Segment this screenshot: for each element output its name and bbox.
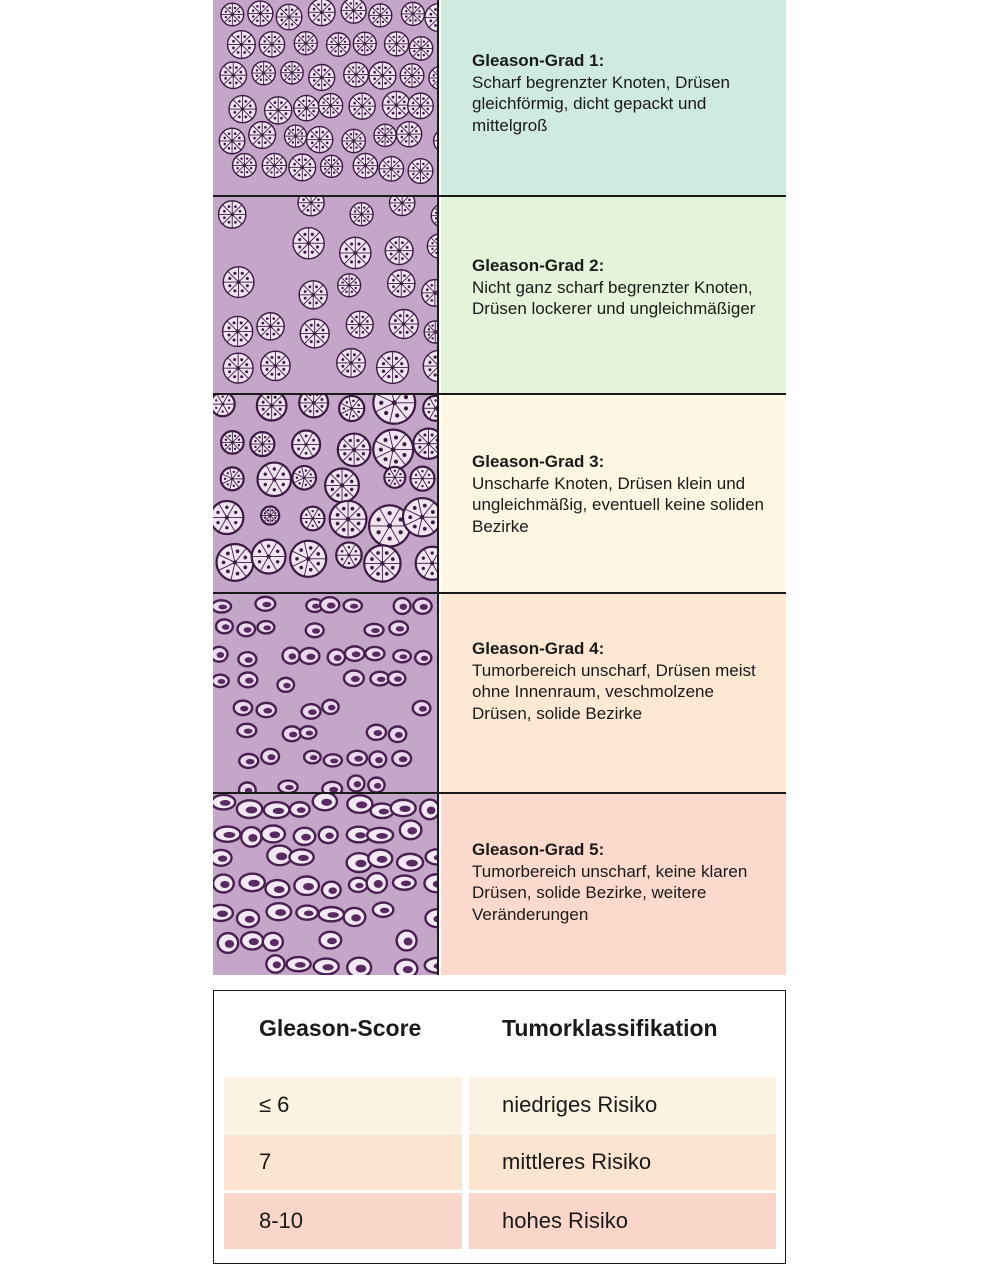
gland-shape	[248, 1, 273, 26]
gland-shape	[258, 463, 292, 497]
tumor-cell-shape	[261, 749, 279, 764]
tumor-cell-shape	[240, 874, 265, 892]
gleason-grade-diagram	[213, 0, 786, 975]
tumor-cell-shape	[278, 781, 297, 792]
tumor-cell-shape	[425, 958, 439, 973]
grade-row-1	[213, 0, 786, 197]
gland-shape	[293, 228, 324, 259]
gland-shape	[223, 267, 254, 298]
grade-row-4	[213, 594, 786, 794]
gland-shape	[223, 353, 253, 383]
gland-shape	[423, 350, 439, 381]
gland-shape	[369, 62, 396, 89]
tumor-cell-shape	[319, 932, 341, 949]
tumor-cell-shape	[322, 782, 342, 792]
grade-row-2	[213, 197, 786, 395]
gland-shape	[276, 4, 302, 30]
tumor-cell-shape	[213, 905, 233, 921]
tumor-cell-shape	[257, 703, 276, 717]
classification-cell: mittleres Risiko	[469, 1134, 776, 1190]
tumor-cell-shape	[349, 878, 367, 892]
gland-shape	[219, 128, 245, 154]
gland-shape	[344, 62, 369, 87]
tumor-cell-shape	[267, 903, 292, 920]
gland-shape	[285, 125, 307, 147]
tumor-cell-shape	[393, 876, 416, 890]
tumor-cell-shape	[286, 957, 310, 971]
gland-shape	[429, 67, 439, 90]
gland-shape	[298, 197, 324, 216]
header-tumor-classification: Tumorklassifikation	[502, 1015, 718, 1041]
tumor-cell-shape	[393, 650, 410, 662]
gland-shape	[259, 32, 284, 57]
gland-shape	[388, 270, 415, 297]
gland-shape	[427, 234, 439, 258]
gland-shape	[434, 129, 439, 152]
gland-shape	[413, 429, 439, 459]
gland-shape	[265, 97, 292, 124]
gland-shape	[390, 197, 415, 216]
tissue-illustration-grade-3	[213, 395, 439, 592]
gland-shape	[300, 319, 329, 348]
gland-shape	[294, 32, 317, 55]
tumor-cell-shape	[370, 672, 389, 686]
gland-shape	[425, 4, 439, 32]
gland-shape	[308, 0, 335, 26]
tumor-cell-shape	[261, 825, 285, 842]
gland-shape	[281, 62, 303, 84]
tumor-cell-shape	[283, 726, 301, 741]
grade-description: Nicht ganz scharf begrenzter Knoten, Drüsen lockerer und ungleichmäßiger	[472, 277, 756, 318]
tumor-cell-shape	[397, 931, 417, 951]
tumor-cell-shape	[238, 652, 256, 666]
tumor-cell-shape	[283, 648, 300, 664]
gland-shape	[223, 316, 253, 346]
tumor-cell-shape	[218, 933, 238, 953]
score-cell: 7	[224, 1134, 462, 1190]
gland-shape	[338, 434, 371, 467]
grade-description-panel-2	[441, 197, 786, 393]
tumor-cell-shape	[263, 933, 283, 951]
gland-shape	[377, 352, 409, 384]
tumor-cell-shape	[348, 776, 365, 792]
tumor-cell-shape	[237, 622, 255, 636]
tumor-cell-shape	[314, 959, 339, 975]
tumor-cell-shape	[389, 621, 408, 635]
grade-description: Tumorbereich unscharf, keine klaren Drüsen, solide Bezirke, weitere Veränderungen	[472, 861, 748, 924]
gland-shape	[337, 349, 366, 378]
tumor-cell-shape	[319, 907, 344, 921]
gland-shape	[290, 541, 326, 577]
tumor-cell-shape	[306, 623, 324, 637]
tumor-cell-shape	[214, 827, 240, 842]
gland-shape	[219, 201, 246, 228]
gland-shape	[416, 547, 439, 580]
tumor-cell-shape	[392, 751, 411, 766]
tumor-cell-shape	[239, 782, 256, 792]
tumor-cell-shape	[289, 849, 313, 864]
gland-shape	[431, 204, 439, 227]
gland-shape	[400, 64, 424, 88]
gland-shape	[382, 91, 410, 119]
tumor-cell-shape	[395, 960, 417, 975]
tumor-cell-shape	[290, 802, 310, 816]
gland-shape	[221, 431, 244, 454]
tumor-cell-shape	[367, 828, 393, 843]
tissue-illustration-grade-4	[213, 594, 439, 792]
tissue-illustration-grade-2	[213, 197, 439, 393]
gland-shape	[422, 280, 439, 306]
tumor-cell-shape	[294, 877, 319, 895]
tumor-cell-shape	[266, 880, 290, 897]
classification-cell: hohes Risiko	[469, 1193, 776, 1249]
tumor-cell-shape	[277, 678, 294, 692]
gland-shape	[262, 153, 286, 177]
grade-title: Gleason-Grad 3:	[472, 452, 605, 471]
tumor-cell-shape	[302, 704, 321, 719]
tumor-cell-shape	[415, 651, 431, 664]
grade-title: Gleason-Grad 4:	[472, 639, 605, 658]
tumor-cell-shape	[255, 597, 275, 611]
tumor-cell-shape	[319, 827, 338, 843]
tumor-cell-shape	[400, 821, 422, 840]
tumor-cell-shape	[365, 647, 384, 660]
gland-shape	[341, 0, 366, 23]
gland-shape	[424, 321, 439, 343]
gland-shape	[342, 129, 365, 152]
gland-shape	[340, 237, 371, 268]
grade-description-panel-5	[441, 794, 786, 975]
tumor-cell-shape	[344, 908, 366, 926]
tumor-cell-shape	[258, 621, 275, 633]
gland-shape	[410, 467, 434, 491]
tumor-cell-shape	[367, 873, 387, 893]
tumor-cell-shape	[328, 649, 345, 664]
grade-description-panel-3	[441, 395, 786, 592]
tissue-illustration-grade-5	[213, 794, 439, 975]
gland-shape	[353, 32, 376, 55]
gland-shape	[385, 32, 409, 56]
tumor-cell-shape	[394, 598, 411, 614]
gland-shape	[299, 395, 328, 417]
grade-row-3	[213, 395, 786, 594]
tumor-cell-shape	[347, 958, 371, 975]
grade-title: Gleason-Grad 5:	[472, 840, 605, 859]
tumor-cell-shape	[213, 647, 228, 662]
tumor-cell-shape	[213, 875, 234, 893]
gland-shape	[401, 2, 424, 25]
gland-shape	[213, 501, 243, 534]
tumor-cell-shape	[322, 882, 341, 898]
tumor-cell-shape	[296, 906, 317, 920]
tumor-cell-shape	[237, 724, 256, 737]
tumor-cell-shape	[373, 903, 393, 917]
grade-title: Gleason-Grad 1:	[472, 51, 605, 70]
tumor-cell-shape	[367, 725, 386, 740]
gland-shape	[249, 122, 276, 149]
gland-shape	[213, 395, 235, 416]
tumor-cell-shape	[347, 795, 372, 812]
gland-shape	[292, 431, 320, 459]
gland-shape	[396, 122, 421, 147]
gland-shape	[261, 506, 279, 524]
tumor-cell-shape	[388, 672, 405, 686]
tumor-cell-shape	[344, 599, 362, 611]
tumor-cell-shape	[294, 828, 315, 845]
gland-shape	[330, 501, 367, 538]
gland-shape	[292, 466, 316, 490]
gland-shape	[373, 430, 413, 470]
tumor-cell-shape	[266, 955, 284, 972]
tumor-cell-shape	[239, 754, 258, 768]
tumor-cell-shape	[213, 795, 235, 809]
tumor-cell-shape	[237, 910, 259, 927]
gland-shape	[349, 93, 375, 119]
tumor-cell-shape	[320, 597, 339, 612]
tumor-cell-shape	[424, 874, 439, 892]
grade-description-panel-4	[441, 594, 786, 792]
gland-shape	[327, 33, 350, 56]
gland-shape	[261, 351, 290, 380]
gland-shape	[353, 153, 377, 177]
gland-shape	[346, 311, 373, 338]
gland-shape	[369, 4, 392, 27]
tumor-cell-shape	[300, 726, 316, 738]
gland-shape	[389, 310, 418, 339]
header-gleason-score: Gleason-Score	[259, 1015, 422, 1041]
tumor-cell-shape	[241, 827, 261, 847]
gland-shape	[257, 395, 287, 421]
gland-shape	[252, 540, 286, 574]
grade-description: Tumorbereich unscharf, Drüsen meist ohne Innenraum, veschmolzene Drüsen, solide Bezirke	[472, 660, 756, 723]
tumor-cell-shape	[413, 599, 431, 614]
gland-shape	[221, 467, 244, 490]
tumor-cell-shape	[213, 600, 231, 612]
tumor-cell-shape	[264, 802, 290, 818]
gland-shape	[364, 545, 400, 581]
grade-row-5	[213, 794, 786, 975]
gland-shape	[309, 65, 335, 91]
tumor-cell-shape	[420, 800, 439, 820]
gland-shape	[385, 237, 413, 265]
gland-shape	[325, 469, 359, 503]
tumor-cell-shape	[425, 909, 439, 927]
tumor-cell-shape	[213, 850, 232, 866]
gland-shape	[408, 93, 434, 119]
gland-shape	[220, 62, 247, 89]
gland-shape	[307, 127, 333, 153]
gland-shape	[384, 467, 405, 488]
gland-shape	[221, 3, 244, 26]
tumor-cell-shape	[216, 619, 233, 633]
grade-description: Scharf begrenzter Knoten, Drüsen gleichförmig, dicht gepackt und mittelgroß	[472, 72, 730, 135]
tumor-cell-shape	[345, 646, 364, 660]
tumor-cell-shape	[344, 671, 364, 686]
gland-shape	[233, 154, 257, 178]
grade-description: Unscharfe Knoten, Drüsen klein und ungleichmäßig, eventuell keine soliden Bezirke	[472, 473, 765, 536]
gland-shape	[374, 124, 396, 146]
tumor-cell-shape	[234, 701, 252, 715]
gland-shape	[350, 203, 373, 226]
tumor-cell-shape	[239, 673, 258, 688]
gland-shape	[228, 31, 256, 59]
gland-shape	[257, 313, 284, 340]
tumor-cell-shape	[426, 849, 439, 864]
gland-shape	[321, 155, 343, 177]
tumor-cell-shape	[313, 794, 337, 810]
gland-shape	[252, 61, 275, 84]
gland-shape	[294, 95, 319, 120]
tumor-cell-shape	[347, 751, 366, 765]
grade-title: Gleason-Grad 2:	[472, 256, 605, 275]
tumor-cell-shape	[304, 751, 321, 764]
grade-description-panel-1	[441, 0, 786, 195]
gland-shape	[373, 395, 415, 424]
tumor-cell-shape	[397, 854, 423, 871]
tumor-cell-shape	[237, 800, 262, 818]
gland-shape	[423, 396, 439, 421]
tumor-cell-shape	[365, 624, 384, 636]
tissue-illustration-grade-1	[213, 0, 439, 195]
gland-shape	[319, 94, 343, 118]
tumor-cell-shape	[368, 850, 392, 867]
gland-shape	[403, 498, 439, 536]
gland-shape	[379, 157, 403, 181]
gland-shape	[289, 154, 316, 181]
tumor-cell-shape	[299, 648, 319, 664]
gland-shape	[250, 432, 274, 456]
tumor-cell-shape	[241, 932, 263, 949]
gland-shape	[336, 542, 361, 567]
gland-shape	[301, 507, 325, 531]
tumor-cell-shape	[324, 754, 342, 766]
gland-shape	[409, 37, 432, 60]
tumor-cell-shape	[368, 778, 384, 792]
tumor-cell-shape	[369, 751, 386, 767]
tumor-cell-shape	[213, 675, 229, 687]
gland-shape	[217, 544, 254, 581]
tumor-cell-shape	[322, 700, 338, 714]
gleason-score-table	[213, 990, 786, 1264]
score-cell: 8-10	[224, 1193, 462, 1249]
gland-shape	[339, 396, 364, 421]
gland-shape	[408, 159, 433, 184]
tumor-cell-shape	[413, 701, 431, 715]
gland-shape	[338, 274, 361, 297]
gland-shape	[229, 96, 256, 123]
gland-shape	[299, 281, 327, 309]
tumor-cell-shape	[391, 800, 416, 816]
tumor-cell-shape	[389, 726, 406, 742]
score-cell: ≤ 6	[224, 1077, 462, 1133]
classification-cell: niedriges Risiko	[469, 1077, 776, 1133]
